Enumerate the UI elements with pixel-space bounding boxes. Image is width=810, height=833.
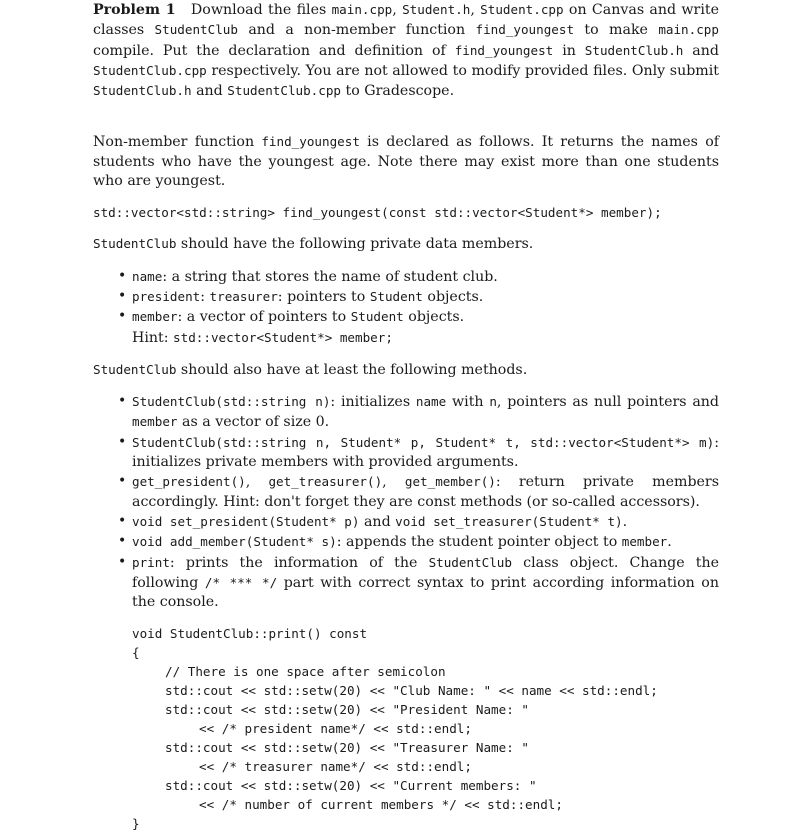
text-run: compile. Put the declaration and definition of [93,42,455,59]
bullet-item [118,287,719,307]
find-youngest-declaration: std::vector<std::string> find_youngest(const std::vector<Student*> member); [93,205,662,221]
text-run: is declared as follows. It returns the names of students who have the youngest age. Note there may exist more than one students who are youngest. [93,134,720,190]
inline-code: StudentClub.cpp [93,62,207,78]
inline-code: get_member() [404,474,496,490]
text-run: : a string that stores the name of student club. [162,268,498,285]
inline-code: find_youngest [261,134,360,150]
code-line: std::cout << std::setw(20) << "President Name: " [165,702,529,718]
inline-code: StudentClub(std::string n, Student* p, Student* t, std::vector<Student*> m) [132,434,715,450]
inline-code: StudentClub [93,236,177,252]
inline-code: main.cpp [658,22,719,38]
text-run: should have the following private data members. [176,236,534,253]
text-run: Non-member function [93,134,262,151]
text-run: and a non-member function [237,22,476,39]
bullet-item [118,433,719,473]
inline-code: member [132,309,178,325]
text-run: and [683,42,719,59]
print-code-block [132,624,719,833]
inline-code: StudentClub.h [93,83,192,99]
inline-code: StudentClub [154,22,238,38]
inline-code: get_treasurer() [268,474,383,490]
code-line: // There is one space after semicolon [165,664,446,680]
code-line: void StudentClub::print() const [132,626,368,642]
bullet-item [118,267,719,287]
inline-code: Student.cpp [480,2,564,17]
inline-code: /* *** */ [204,574,278,590]
code-line: << /* number of current members */ << std::endl; [199,797,563,813]
text-run: , [470,2,481,18]
text-run: to make [574,22,659,39]
text-run: : a vector of pointers to [177,309,351,326]
methods-list [93,392,719,612]
code-line: { [132,645,140,661]
problem-label: Problem 1 [93,2,176,18]
text-run: and [359,513,396,530]
text-run: . [667,534,672,551]
text-run: with [446,394,490,411]
text-run: : prints the information of the [169,554,429,571]
text-run: , pointers as null pointers and [496,394,719,411]
text-run: : return private members accordingly. Hint: don't forget they are const methods (or so-called accessors). [132,474,719,510]
text-run: : pointers to [277,288,370,305]
inline-code: member [132,414,178,430]
text-run: in [553,42,585,59]
text-run: Hint: [132,329,174,346]
problem-intro-text [93,2,719,99]
text-run: should also have at least the following methods. [176,361,528,378]
inline-code: president [132,288,201,304]
inline-code: std::vector<Student*> member; [173,329,393,345]
text-run: . [622,513,628,530]
text-run: and [191,83,228,100]
data-members-intro [93,234,719,254]
code-line: << /* treasurer name*/ << std::endl; [199,759,472,775]
document-page [93,0,719,833]
bullet-item [118,553,719,613]
text-run: to Gradescope. [341,83,455,100]
text-run: on Canvas and write classes [93,2,719,39]
text-run: objects. [403,309,465,326]
inline-code: StudentClub [428,554,512,570]
code-line: } [132,816,140,832]
bullet-item [118,307,719,327]
inline-code: StudentClub(std::string n) [132,394,331,410]
text-run: : [200,288,210,305]
inline-code: Student.h [402,2,471,17]
text-run: part with correct syntax to print according information on the console. [132,574,719,611]
methods-intro [93,360,719,380]
data-members-hint [93,328,719,348]
inline-code: StudentClub [93,361,177,377]
text-run: class object. Change the following [132,554,720,591]
inline-code: treasurer [209,288,278,304]
inline-code: Student [350,309,404,325]
text-run: respectively. You are not allowed to modify provided files. Only submit [206,62,719,79]
inline-code: name [415,394,447,410]
inline-code: void set_president(Student* p) [132,513,360,529]
text-run: objects. [422,288,484,305]
problem-intro [93,0,719,101]
inline-code: StudentClub.cpp [227,83,342,99]
inline-code: main.cpp [331,2,393,17]
inline-code: member [621,534,668,550]
text-run: , [392,2,403,18]
text-run: as a vector of size 0. [177,414,330,431]
text-run: : appends the student pointer object to [336,534,622,551]
bullet-item [118,472,719,512]
inline-code: find_youngest [454,42,554,58]
inline-code: print [132,554,170,570]
code-line: std::cout << std::setw(20) << "Current members: " [165,778,537,794]
inline-code: name [132,268,163,284]
text-run: , [382,474,405,491]
text-run: Download the files [190,2,332,18]
inline-code: n [489,394,497,410]
text-run: : initializes private members with provided arguments. [132,434,719,471]
text-run: , [245,474,269,491]
inline-code: StudentClub.h [584,42,684,58]
code-line: std::cout << std::setw(20) << "Club Name: " << name << std::endl; [165,683,658,699]
text-run: : initializes [330,394,416,411]
code-line: std::cout << std::setw(20) << "Treasurer Name: " [165,740,529,756]
inline-code: void set_treasurer(Student* t) [395,513,623,529]
inline-code: void add_member(Student* s) [132,534,337,550]
data-members-list [93,267,719,328]
code-line: << /* president name*/ << std::endl; [199,721,472,737]
bullet-item [118,532,719,552]
inline-code: find_youngest [475,22,575,38]
inline-code: Student [369,288,423,304]
inline-code: get_president() [132,474,246,490]
bullet-item [118,512,719,532]
bullet-item [118,392,719,433]
nonmember-paragraph [93,132,719,191]
